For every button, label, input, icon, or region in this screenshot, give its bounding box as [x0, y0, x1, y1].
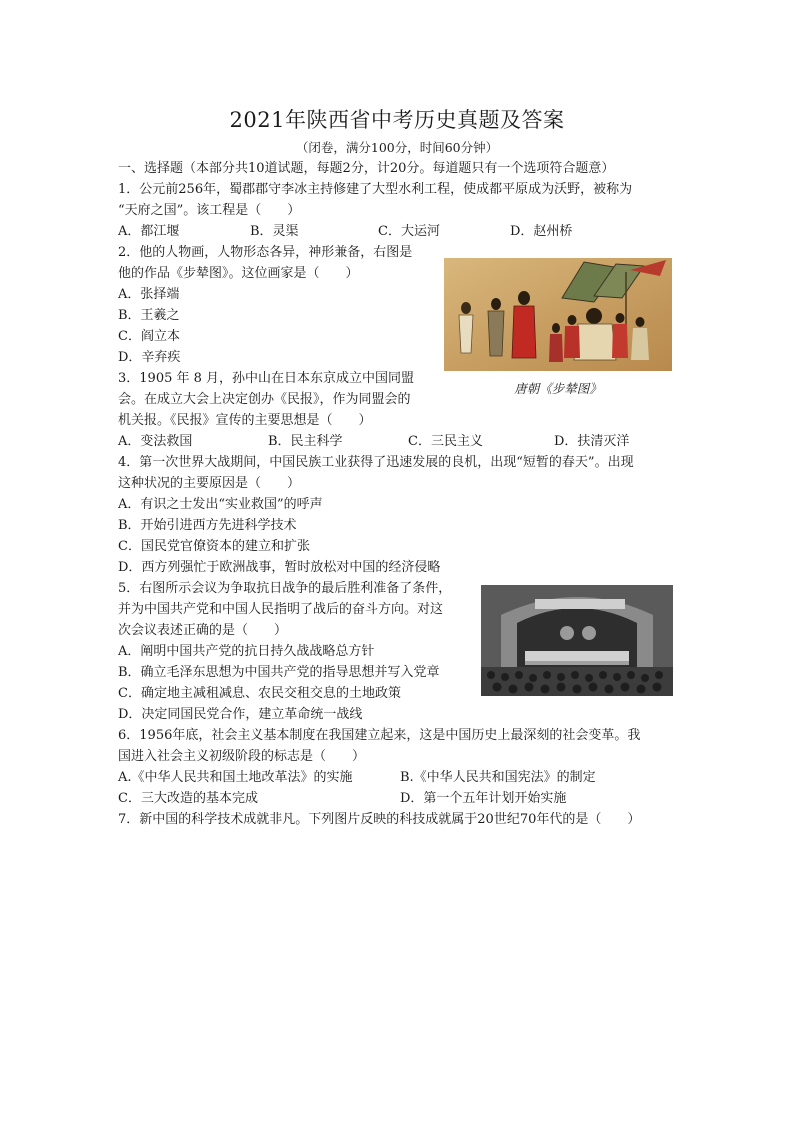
congress-photo-image [481, 585, 673, 696]
q4-stem-line1: 4．第一次世界大战期间，中国民族工业获得了迅速发展的良机，出现“短暂的春天”。出现 [118, 455, 634, 470]
q3-option-b: B．民主科学 [268, 434, 343, 449]
q3-stem-line2: 会。在成立大会上决定创办《民报》，作为同盟会的 [118, 392, 411, 407]
q2-stem-line1: 2．他的人物画，人物形态各异，神形兼备，右图是 [118, 245, 413, 260]
q4-option-b: B．开始引进西方先进科学技术 [118, 518, 297, 533]
q4-option-c: C．国民党官僚资本的建立和扩张 [118, 539, 310, 554]
q6-option-c: C．三大改造的基本完成 [118, 791, 258, 806]
section-heading: 一、选择题（本部分共10道试题，每题2分，计20分。每道题只有一个选项符合题意） [118, 161, 615, 176]
q2-option-a: A．张择端 [118, 287, 180, 302]
congress-photo-illustration [481, 585, 673, 696]
q2-option-b: B．王羲之 [118, 308, 180, 323]
q6-option-b: B.《中华人民共和国宪法》的制定 [400, 770, 596, 785]
q5-option-b: B．确立毛泽东思想为中国共产党的指导思想并写入党章 [118, 665, 440, 680]
q5-option-c: C．确定地主减租减息、农民交租交息的土地政策 [118, 686, 401, 701]
q2-option-c: C．阎立本 [118, 329, 180, 344]
q4-option-d: D．西方列强忙于欧洲战事，暂时放松对中国的经济侵略 [118, 560, 441, 575]
q4-option-a: A．有识之士发出“实业救国”的呼声 [118, 497, 323, 512]
q6-stem-line1: 6．1956年底，社会主义基本制度在我国建立起来，这是中国历史上最深刻的社会变革。我 [118, 728, 641, 743]
q1-stem-line1: 1．公元前256年，蜀郡郡守李冰主持修建了大型水利工程，使成都平原成为沃野，被称为 [118, 182, 633, 197]
q7-stem-line1: 7．新中国的科学技术成就非凡。下列图片反映的科技成就属于20世纪70年代的是（ ） [118, 812, 641, 827]
q2-option-d: D．辛弃疾 [118, 350, 181, 365]
buniantu-painting-image [444, 258, 672, 371]
q3-stem-line3: 机关报。《民报》宣传的主要思想是（ ） [118, 413, 372, 428]
q5-option-a: A．阐明中国共产党的抗日持久战战略总方针 [118, 644, 375, 659]
painting-illustration [444, 258, 672, 371]
q5-option-d: D．决定同国民党合作，建立革命统一战线 [118, 707, 363, 722]
exam-info: （闭卷，满分100分，时间60分钟） [295, 140, 499, 155]
painting-caption: 唐朝《步辇图》 [514, 381, 602, 396]
q3-option-c: C．三民主义 [408, 434, 483, 449]
q1-option-a: A．都江堰 [118, 224, 180, 239]
q5-stem-line2: 并为中国共产党和中国人民指明了战后的奋斗方向。对这 [118, 602, 444, 617]
q6-stem-line2: 国进入社会主义初级阶段的标志是（ ） [118, 749, 366, 764]
q1-option-d: D．赵州桥 [510, 224, 573, 239]
q3-option-d: D．扶清灭洋 [554, 434, 630, 449]
q5-stem-line3: 次会议表述正确的是（ ） [118, 623, 288, 638]
q2-stem-line2: 他的作品《步辇图》。这位画家是（ ） [118, 266, 359, 281]
q1-option-c: C．大运河 [378, 224, 440, 239]
q4-stem-line2: 这种状况的主要原因是（ ） [118, 476, 301, 491]
q6-option-d: D．第一个五年计划开始实施 [400, 791, 567, 806]
q1-option-b: B．灵渠 [250, 224, 299, 239]
q3-option-a: A．变法救国 [118, 434, 193, 449]
page-title: 2021年陕西省中考历史真题及答案 [229, 108, 565, 132]
q5-stem-line1: 5．右图所示会议为争取抗日战争的最后胜利准备了条件， [118, 581, 452, 596]
q3-stem-line1: 3．1905 年 8 月，孙中山在日本东京成立中国同盟 [118, 371, 415, 386]
q6-option-a: A.《中华人民共和国土地改革法》的实施 [118, 770, 353, 785]
q1-stem-line2: “天府之国”。该工程是（ ） [118, 203, 301, 218]
